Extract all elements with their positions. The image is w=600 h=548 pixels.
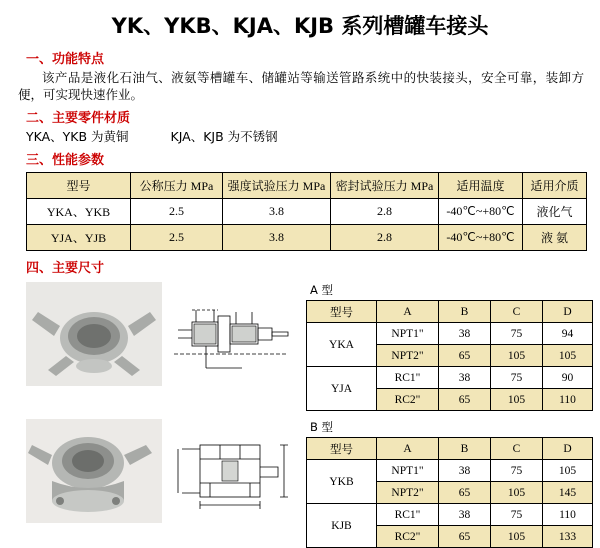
product-drawing-a xyxy=(166,282,302,386)
dim-a-r2-c1: RC1" xyxy=(377,367,439,389)
features-body-text: 该产品是液化石油气、液氨等槽罐车、储罐站等输送管路系统中的快装接头，安全可靠，装卸方便，可实现快速作业。 xyxy=(18,70,584,102)
photo-a-graphic xyxy=(26,282,162,386)
dimensions-section xyxy=(12,282,588,548)
dim-a-r0-c4: 94 xyxy=(543,323,593,345)
photo-b-graphic xyxy=(26,419,162,523)
dim-b-col-4: D xyxy=(543,438,593,460)
dimension-row-b xyxy=(26,419,588,548)
product-photo-a xyxy=(26,282,162,386)
material-right-text: KJA、KJB 为不锈钢 xyxy=(170,129,278,144)
table-row xyxy=(307,367,593,389)
dim-a-r3-c4: 110 xyxy=(543,389,593,411)
dimension-table-b xyxy=(306,437,593,548)
table-row xyxy=(307,460,593,482)
perf-col-4: 适用温度 xyxy=(439,173,523,199)
dim-b-r0-c3: 75 xyxy=(491,460,543,482)
dim-b-r3-c4: 133 xyxy=(543,526,593,548)
dim-b-r0-model: YKB xyxy=(307,460,377,504)
dim-a-col-0: 型号 xyxy=(307,301,377,323)
spec-label-a: A 型 xyxy=(310,283,334,297)
dim-b-r2-model: KJB xyxy=(307,504,377,548)
perf-r0-c4: -40℃~+80℃ xyxy=(439,199,523,225)
dim-a-r0-c3: 75 xyxy=(491,323,543,345)
dim-b-r0-c1: NPT1" xyxy=(377,460,439,482)
dim-b-r3-c2: 65 xyxy=(439,526,491,548)
perf-r1-c3: 2.8 xyxy=(331,225,439,251)
product-photo-b xyxy=(26,419,162,523)
section-heading-material: 二、主要零件材质 xyxy=(26,111,131,126)
spec-block-a xyxy=(306,282,593,411)
dim-a-col-1: A xyxy=(377,301,439,323)
image-pair-a xyxy=(26,282,302,386)
perf-r1-c5: 液 氨 xyxy=(523,225,587,251)
section-heading-features: 一、功能特点 xyxy=(26,52,105,67)
dimension-table-a xyxy=(306,300,593,411)
dim-a-r0-model: YKA xyxy=(307,323,377,367)
dim-b-r1-c2: 65 xyxy=(439,482,491,504)
perf-r0-c1: 2.5 xyxy=(131,199,223,225)
dim-b-r0-c2: 38 xyxy=(439,460,491,482)
table-header-row xyxy=(307,438,593,460)
table-row xyxy=(307,323,593,345)
dim-b-r2-c2: 38 xyxy=(439,504,491,526)
section-heading-performance: 三、性能参数 xyxy=(26,153,105,168)
material-left-text: YKA、YKB 为黄铜 xyxy=(26,129,129,144)
perf-col-5: 适用介质 xyxy=(523,173,587,199)
material-line xyxy=(26,128,588,145)
dim-a-r2-c2: 38 xyxy=(439,367,491,389)
table-header-row xyxy=(27,173,587,199)
dim-b-r3-c1: RC2" xyxy=(377,526,439,548)
dim-b-r2-c3: 75 xyxy=(491,504,543,526)
dim-a-r1-c1: NPT2" xyxy=(377,345,439,367)
dimension-row-a xyxy=(26,282,588,411)
dim-a-r2-model: YJA xyxy=(307,367,377,411)
dim-a-r2-c4: 90 xyxy=(543,367,593,389)
perf-col-1: 公称压力 MPa xyxy=(131,173,223,199)
table-row xyxy=(307,504,593,526)
perf-col-0: 型号 xyxy=(27,173,131,199)
dim-a-r0-c2: 38 xyxy=(439,323,491,345)
performance-table xyxy=(26,172,587,251)
dim-a-r1-c4: 105 xyxy=(543,345,593,367)
dim-a-r2-c3: 75 xyxy=(491,367,543,389)
dim-b-r1-c1: NPT2" xyxy=(377,482,439,504)
perf-r1-c0: YJA、YJB xyxy=(27,225,131,251)
perf-r0-c3: 2.8 xyxy=(331,199,439,225)
perf-r1-c2: 3.8 xyxy=(223,225,331,251)
perf-r1-c4: -40℃~+80℃ xyxy=(439,225,523,251)
spec-block-b xyxy=(306,419,593,548)
table-header-row xyxy=(307,301,593,323)
table-row xyxy=(27,225,587,251)
perf-r1-c1: 2.5 xyxy=(131,225,223,251)
perf-r0-c5: 液化气 xyxy=(523,199,587,225)
dim-b-col-3: C xyxy=(491,438,543,460)
spec-label-b: B 型 xyxy=(310,420,334,434)
dim-b-col-1: A xyxy=(377,438,439,460)
dim-a-r0-c1: NPT1" xyxy=(377,323,439,345)
table-row xyxy=(27,199,587,225)
dim-a-r1-c2: 65 xyxy=(439,345,491,367)
dim-a-col-3: C xyxy=(491,301,543,323)
dim-b-col-0: 型号 xyxy=(307,438,377,460)
dim-b-col-2: B xyxy=(439,438,491,460)
dim-a-r3-c2: 65 xyxy=(439,389,491,411)
dim-a-r3-c1: RC2" xyxy=(377,389,439,411)
dim-b-r1-c4: 145 xyxy=(543,482,593,504)
dim-b-r3-c3: 105 xyxy=(491,526,543,548)
drawing-b-graphic xyxy=(166,419,302,523)
dim-b-r2-c4: 110 xyxy=(543,504,593,526)
dim-a-col-4: D xyxy=(543,301,593,323)
drawing-a-graphic xyxy=(166,282,302,386)
dim-b-r2-c1: RC1" xyxy=(377,504,439,526)
page-title: YK、YKB、KJA、KJB 系列槽罐车接头 xyxy=(111,14,489,38)
perf-col-2: 强度试验压力 MPa xyxy=(223,173,331,199)
dim-a-r1-c3: 105 xyxy=(491,345,543,367)
perf-r0-c0: YKA、YKB xyxy=(27,199,131,225)
perf-col-3: 密封试验压力 MPa xyxy=(331,173,439,199)
section-heading-dimensions: 四、主要尺寸 xyxy=(26,261,105,276)
dim-b-r1-c3: 105 xyxy=(491,482,543,504)
perf-r0-c2: 3.8 xyxy=(223,199,331,225)
product-drawing-b xyxy=(166,419,302,523)
dim-a-col-2: B xyxy=(439,301,491,323)
dim-b-r0-c4: 105 xyxy=(543,460,593,482)
document-page xyxy=(0,10,600,543)
image-pair-b xyxy=(26,419,302,523)
dim-a-r3-c3: 105 xyxy=(491,389,543,411)
